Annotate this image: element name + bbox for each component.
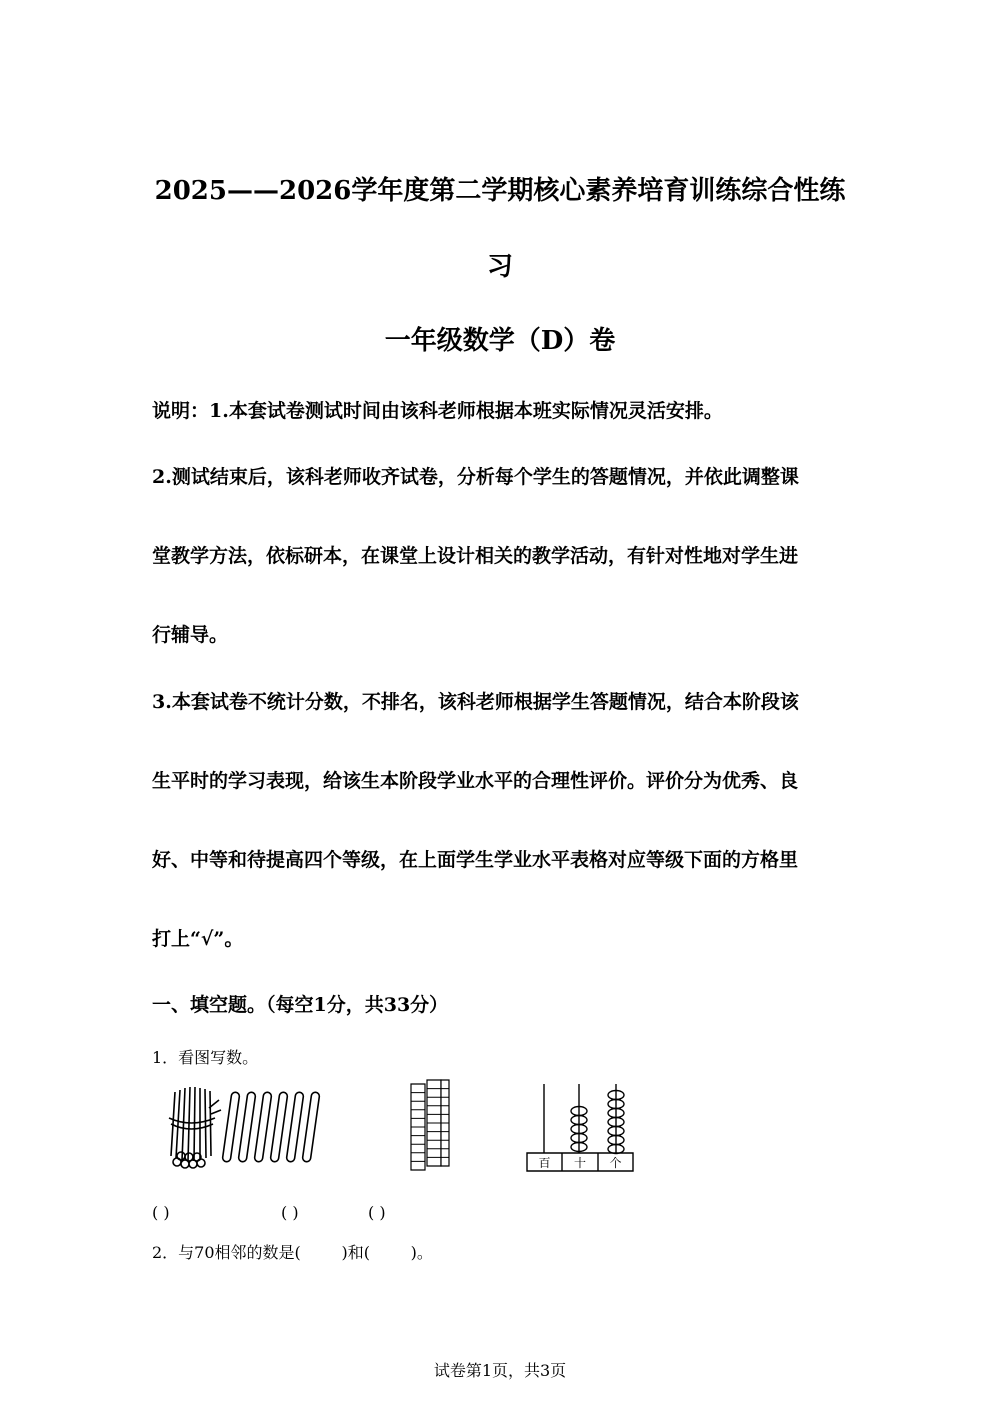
instruction-2a: 2.测试结束后，该科老师收齐试卷，分析每个学生的答题情况，并依此调整课: [152, 466, 799, 488]
instruction-2b: 堂教学方法，依标研本，在课堂上设计相关的教学活动，有针对性地对学生进: [152, 545, 799, 567]
abacus-figure: [525, 1078, 637, 1174]
exam-title-line2: 习: [486, 252, 513, 282]
ten-rods-figure: [405, 1078, 453, 1174]
answer-blank-1[interactable]: ( ): [152, 1203, 170, 1222]
instruction-3a: 3.本套试卷不统计分数，不排名，该科老师根据学生答题情况，结合本阶段该: [152, 691, 799, 713]
instruction-1: 说明：1.本套试卷测试时间由该科老师根据本班实际情况灵活安排。: [152, 400, 723, 422]
question-2: 2．与70相邻的数是( )和( )。: [152, 1243, 433, 1262]
instruction-3c: 好、中等和待提高四个等级，在上面学生学业水平表格对应等级下面的方格里: [152, 849, 799, 871]
instruction-2c: 行辅导。: [152, 624, 229, 646]
instruction-3b: 生平时的学习表现，给该生本阶段学业水平的合理性评价。评价分为优秀、良: [152, 770, 799, 792]
answer-blank-3[interactable]: ( ): [368, 1203, 386, 1222]
stick-bundle-icon: [169, 1087, 221, 1168]
answer-blank-2[interactable]: ( ): [281, 1203, 299, 1222]
instruction-3d: 打上“√”。: [152, 928, 244, 950]
section-heading: 一、填空题。（每空1分，共33分）: [152, 994, 449, 1016]
abacus-label-hundreds: 百: [538, 1156, 551, 1170]
sticks-bundle-figure: [165, 1078, 325, 1173]
page-footer: 试卷第1页，共3页: [433, 1361, 567, 1380]
exam-subtitle: 一年级数学（D）卷: [384, 326, 616, 356]
abacus-label-ones: 个: [609, 1156, 622, 1170]
question-1: 1．看图写数。: [152, 1048, 259, 1067]
abacus-label-tens: 十: [573, 1156, 587, 1170]
loose-sticks-icon: [222, 1092, 320, 1162]
exam-title-line1: 2025——2026学年度第二学期核心素养培育训练综合性练: [154, 176, 846, 206]
